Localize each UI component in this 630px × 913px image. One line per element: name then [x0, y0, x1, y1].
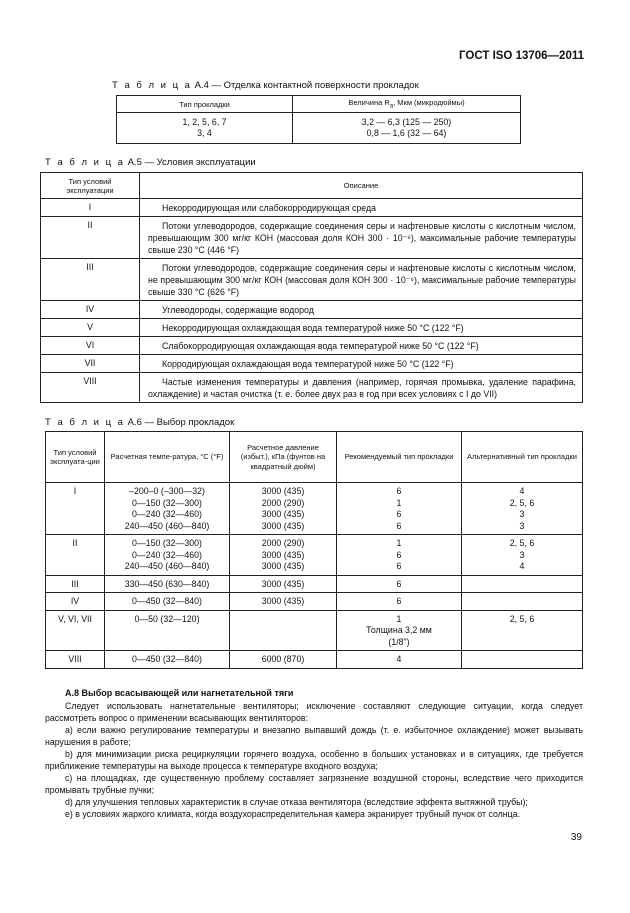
cell-line: 0—450 (32—840): [132, 654, 202, 664]
cell-line: 0—240 (32—460): [132, 509, 202, 519]
cell-line: 6: [396, 596, 402, 606]
paragraph: Следует использовать нагнетательные вентиляторы; исключение составляют следующие ситуации, когда следует рассмотреть вопрос о применении всасывающих вентиляторов:: [45, 701, 583, 723]
condition-desc: [140, 373, 583, 403]
roughness-unit: , Мкм (микродюймы): [393, 98, 465, 108]
condition-desc: [140, 355, 583, 373]
alternative-cell: [462, 535, 583, 576]
table-a4-types-cell: [117, 113, 293, 144]
condition-desc: [140, 199, 583, 217]
table-row: [41, 199, 583, 217]
condition-desc-text: Слабокорродирующая охлаждающая вода температурой ниже 50 °С (122 °F): [162, 341, 479, 351]
temperature-cell: [105, 575, 230, 593]
condition-cell: I: [46, 483, 105, 535]
cell-line: 3000 (435): [261, 549, 305, 560]
cell-line: 6: [396, 578, 402, 589]
table-a5-caption-prefix: Т а б л и ц а: [45, 157, 125, 168]
cell-line: 3: [519, 549, 525, 560]
table-a6-caption: [45, 417, 234, 428]
alternative-cell: [462, 483, 583, 535]
cell-line: 4: [396, 654, 402, 664]
cell-line: (1/8"): [388, 636, 410, 647]
condition-desc: [140, 337, 583, 355]
table-a6-header-temperature: Расчетная темпе-ратура, °С (°F): [105, 432, 230, 483]
cell-line: [230, 614, 336, 626]
table-row: [41, 337, 583, 355]
table-a6-caption-text: А.6 — Выбор прокладок: [127, 417, 235, 428]
cell-line: 4: [519, 561, 525, 571]
table-a4-header-type: Тип прокладки: [117, 96, 293, 113]
recommended-cell: [337, 535, 462, 576]
table-a4-values-cell: [293, 113, 521, 144]
condition-desc: [140, 259, 583, 301]
cell-line: 1: [396, 613, 402, 624]
condition-type: III: [41, 259, 140, 301]
temperature-cell: [105, 610, 230, 651]
table-row: [41, 373, 583, 403]
table-a5: [40, 172, 583, 403]
table-row: [46, 575, 583, 593]
table-row: [41, 301, 583, 319]
condition-type: II: [41, 217, 140, 259]
paragraph: c) на площадках, где существенную проблему составляет загрязнение воздушной стороны, вследствие чего приходится промывать трубные пучки;: [45, 773, 583, 795]
alternative-cell: [462, 651, 583, 669]
pressure-cell: [230, 651, 337, 669]
condition-desc: [140, 301, 583, 319]
cell-line: 3: [519, 520, 525, 531]
condition-desc: [140, 217, 583, 259]
condition-cell: IV: [46, 593, 105, 611]
table-a6-header-recommended: Рекомендуемый тип прокладки: [337, 432, 462, 483]
roughness-label: Величина R: [348, 98, 390, 108]
recommended-cell: [337, 610, 462, 651]
table-a6-header-condition: Тип условий эксплуата-ции: [46, 432, 105, 483]
cell-line: –200–0 (–300—32): [129, 486, 205, 496]
cell-line: 1: [396, 538, 402, 548]
table-row: [41, 355, 583, 373]
condition-desc-text: Корродирующая охлаждающая вода температурой ниже 50 °С (122 °F): [162, 359, 454, 369]
table-row: [41, 319, 583, 337]
table-a6-header-pressure: Расчетное давление (избыт.), кПа (фунтов на квадратный дюйм): [230, 432, 337, 483]
recommended-cell: [337, 593, 462, 611]
cell-line: 240—450 (460—840): [124, 520, 210, 531]
table-row: [46, 535, 583, 576]
cell-line: 4: [519, 486, 525, 496]
cell-line: 2, 5, 6: [509, 613, 535, 624]
condition-desc-text: Потоки углеводородов, содержащие соединения серы и нафтеновые кислоты с кислотным числом, превышающим 300 мг/кг КОН (массовая доля КОН 300 · 10⁻⁶), максимальные рабочие температуры свыше 230 °С (446 °F): [148, 221, 576, 255]
table-a4-caption: [112, 80, 419, 91]
table-row: [41, 217, 583, 259]
table-a6-caption-prefix: Т а б л и ц а: [45, 417, 125, 428]
cell-line: 2000 (290): [261, 538, 305, 548]
cell-line: 6: [396, 509, 402, 519]
table-a4-type: 1, 2, 5, 6, 7: [182, 117, 227, 127]
table-a6-header-alternative: Альтернативный тип прокладки: [462, 432, 583, 483]
alternative-cell: [462, 575, 583, 593]
standard-designation: ГОСТ ISO 13706—2011: [459, 50, 584, 62]
section-a8-title: А.8 Выбор всасывающей или нагнетательной тяги: [65, 688, 294, 698]
recommended-cell: [337, 575, 462, 593]
alternative-cell: [462, 610, 583, 651]
table-row: [46, 610, 583, 651]
section-a8-body: [45, 700, 583, 820]
condition-desc-text: Углеводороды, содержащие водород: [162, 305, 314, 315]
pressure-cell: [230, 593, 337, 611]
condition-type: IV: [41, 301, 140, 319]
condition-desc-text: Некорродирующая охлаждающая вода температурой ниже 50 °С (122 °F): [162, 323, 464, 333]
table-a5-header-type: Тип условий эксплуатации: [41, 173, 140, 199]
pressure-cell: [230, 575, 337, 593]
cell-line: 0—450 (32—840): [132, 596, 202, 606]
table-row: [46, 593, 583, 611]
cell-line: 3000 (435): [261, 509, 305, 519]
cell-line: 6: [396, 549, 402, 560]
recommended-cell: [337, 651, 462, 669]
cell-line: 2, 5, 6: [509, 538, 535, 548]
table-a6: [45, 431, 583, 669]
condition-cell: III: [46, 575, 105, 593]
pressure-cell: [230, 610, 337, 651]
condition-desc-text: Потоки углеводородов, содержащие соединения серы и нафтеновые кислоты с кислотным числом, не превышающим 300 мг/кг КОН (массовая доля КОН 300 · 10⁻⁶), максимальные рабочие температуры свыше 330 °С (626 °F): [148, 263, 576, 297]
pressure-cell: [230, 535, 337, 576]
cell-line: [462, 654, 582, 666]
table-a4-value: 3,2 — 6,3 (125 — 250): [361, 117, 452, 127]
condition-type: I: [41, 199, 140, 217]
paragraph: d) для улучшения тепловых характеристик в случае отказа вентилятора (вследствие эффекта вытяжной трубы);: [65, 797, 528, 807]
cell-line: 6: [396, 520, 402, 531]
temperature-cell: [105, 651, 230, 669]
table-row: [46, 483, 583, 535]
recommended-cell: [337, 483, 462, 535]
cell-line: 3000 (435): [261, 561, 305, 571]
table-row: [46, 651, 583, 669]
table-a5-caption-text: А.5 — Условия эксплуатации: [127, 157, 256, 168]
cell-line: 0—50 (32—120): [134, 613, 200, 624]
table-a4-header-roughness: [293, 96, 521, 113]
pressure-cell: [230, 483, 337, 535]
cell-line: 6: [396, 561, 402, 571]
cell-line: 3000 (435): [261, 578, 305, 589]
table-a5-caption: [45, 157, 256, 168]
condition-desc-text: Частые изменения температуры и давления (например, горячая промывка, удаление парафина, охлаждение) и частая очистка (т. е. более двух раз в год при всех условиях с I до VII): [148, 377, 576, 399]
cell-line: 2000 (290): [261, 497, 305, 508]
cell-line: 3: [519, 509, 525, 519]
condition-cell: VIII: [46, 651, 105, 669]
cell-line: 6000 (870): [261, 654, 305, 664]
cell-line: 240—450 (460—840): [124, 561, 210, 571]
cell-line: [462, 579, 582, 591]
cell-line: 3000 (435): [261, 596, 305, 606]
table-a4-caption-prefix: Т а б л и ц а: [112, 80, 192, 91]
paragraph: e) в условиях жаркого климата, когда воздухораспределительная камера экранирует трубный пучок от солнца.: [65, 809, 521, 819]
paragraph: b) для минимизации риска рециркуляции горячего воздуха, особенно в больших установках и в ситуациях, где требуется приближение температуры на выходе процесса к температуре входного воздуха;: [45, 749, 583, 771]
condition-type: VIII: [41, 373, 140, 403]
table-a4: [116, 95, 521, 144]
cell-line: 1: [396, 497, 402, 508]
cell-line: 3000 (435): [261, 520, 305, 531]
cell-line: 0—240 (32—460): [132, 549, 202, 560]
cell-line: [462, 596, 582, 608]
condition-type: VII: [41, 355, 140, 373]
alternative-cell: [462, 593, 583, 611]
condition-desc-text: Некорродирующая или слабокорродирующая среда: [162, 203, 377, 213]
cell-line: 6: [396, 486, 402, 496]
cell-line: Толщина 3,2 мм: [366, 625, 432, 635]
cell-line: 2, 5, 6: [509, 497, 535, 508]
cell-line: 3000 (435): [261, 486, 305, 496]
temperature-cell: [105, 593, 230, 611]
temperature-cell: [105, 483, 230, 535]
condition-type: V: [41, 319, 140, 337]
cell-line: 0—150 (32—300): [132, 497, 202, 508]
table-a5-header-desc: Описание: [140, 173, 583, 199]
table-a4-value: 0,8 — 1,6 (32 — 64): [366, 128, 447, 138]
condition-desc: [140, 319, 583, 337]
paragraph: а) если важно регулирование температуры и внезапно выпавший дождь (т. е. избыточное охлаждение) может вызывать нарушения в работе;: [45, 725, 583, 747]
temperature-cell: [105, 535, 230, 576]
table-a4-type: 3, 4: [197, 128, 212, 138]
page-number: 39: [570, 832, 582, 843]
cell-line: 0—150 (32—300): [132, 538, 202, 548]
cell-line: 330—450 (630—840): [124, 578, 210, 589]
roughness-subscript: a: [389, 103, 394, 110]
condition-type: VI: [41, 337, 140, 355]
table-a4-caption-text: А.4 — Отделка контактной поверхности прокладок: [194, 80, 419, 91]
table-row: [41, 259, 583, 301]
condition-cell: II: [46, 535, 105, 576]
condition-cell: V, VI, VII: [46, 610, 105, 651]
